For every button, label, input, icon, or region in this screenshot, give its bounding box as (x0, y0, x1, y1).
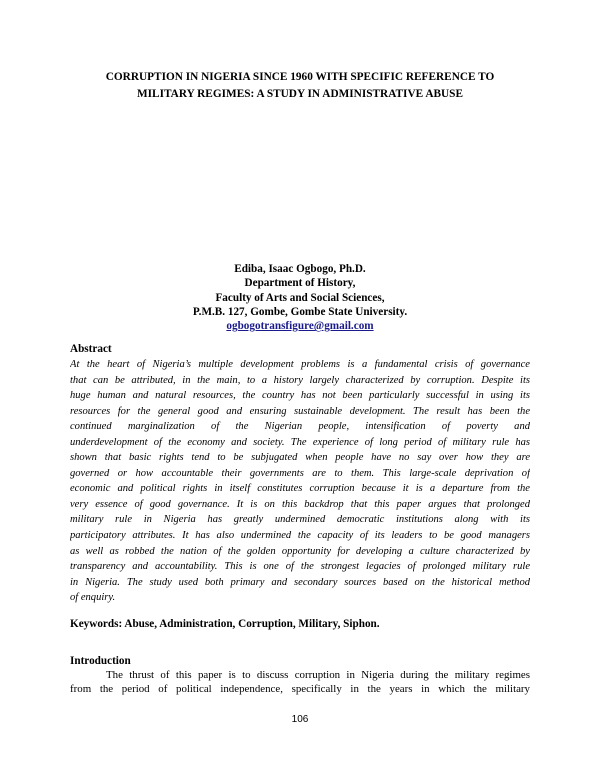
abstract-heading: Abstract (70, 343, 112, 355)
introduction-line: from the period of political independence, specifically in the years in which the military (70, 683, 530, 696)
author-name: Ediba, Isaac Ogbogo, Ph.D. (234, 263, 366, 275)
page-number: 106 (291, 714, 309, 725)
abstract-line: participatory attributes. It has also undermined the capacity of its leaders to be good managers (70, 530, 530, 542)
abstract-line: governed or how accountable their governments are to them. This large-scale deprivation of (70, 467, 530, 479)
abstract-line: military rule in Nigeria has greatly undermined democratic institutions along with its (70, 514, 530, 526)
abstract-line: in Nigeria. The study used both primary and secondary sources based on the historical method (70, 576, 530, 588)
author-department: Department of History, (244, 277, 356, 290)
introduction-heading: Introduction (70, 655, 131, 667)
title-line: MILITARY REGIMES: A STUDY IN ADMINISTRATIVE ABUSE (136, 88, 464, 100)
introduction-body (70, 668, 530, 697)
paper-title (70, 69, 530, 103)
abstract-line: that can be attributed, in the main, to a history largely characterized by corruption. Despite its (70, 374, 530, 386)
author-address: P.M.B. 127, Gombe, Gombe State University. (192, 305, 408, 318)
introduction-line: The thrust of this paper is to discuss corruption in Nigeria during the military regimes (106, 669, 530, 681)
title-line: CORRUPTION IN NIGERIA SINCE 1960 WITH SPECIFIC REFERENCE TO (105, 71, 495, 83)
author-block (70, 262, 530, 333)
abstract-line: huge human and natural resources, the country has not been particularly successful in using its (70, 390, 530, 402)
abstract-line: economic and political rights in itself constitutes corruption because it is a departure from the (70, 483, 530, 495)
abstract-line: of enquiry. (70, 592, 116, 604)
author-email-link[interactable]: ogbogotransfigure@gmail.com (226, 320, 374, 333)
abstract-line: transparency and accountability. This is one of the strongest legacies of prolonged military rule (70, 561, 530, 573)
abstract-line: as well as robbed the nation of the golden opportunity for developing a culture characterized by (70, 545, 530, 557)
abstract-line: resources for the general good and ensuring sustainable development. The result has been the (70, 405, 530, 417)
abstract-line: continued marginalization of the Nigerian people, intensification of poverty and (70, 421, 530, 433)
abstract-body (70, 357, 530, 606)
keywords: Keywords: Abuse, Administration, Corruption, Military, Siphon. (70, 618, 380, 630)
abstract-line: At the heart of Nigeria’s multiple development problems is a fundamental crisis of governance (70, 359, 530, 370)
author-faculty: Faculty of Arts and Social Sciences, (215, 291, 385, 304)
abstract-line: very essence of good governance. It is on this backdrop that this paper argues that prolonged (70, 498, 530, 510)
abstract-line: shown that basic rights tend to be subjugated when people have no say over how they are (70, 452, 530, 464)
abstract-line: underdevelopment of the economy and society. The experience of long period of military rule has (70, 436, 530, 448)
